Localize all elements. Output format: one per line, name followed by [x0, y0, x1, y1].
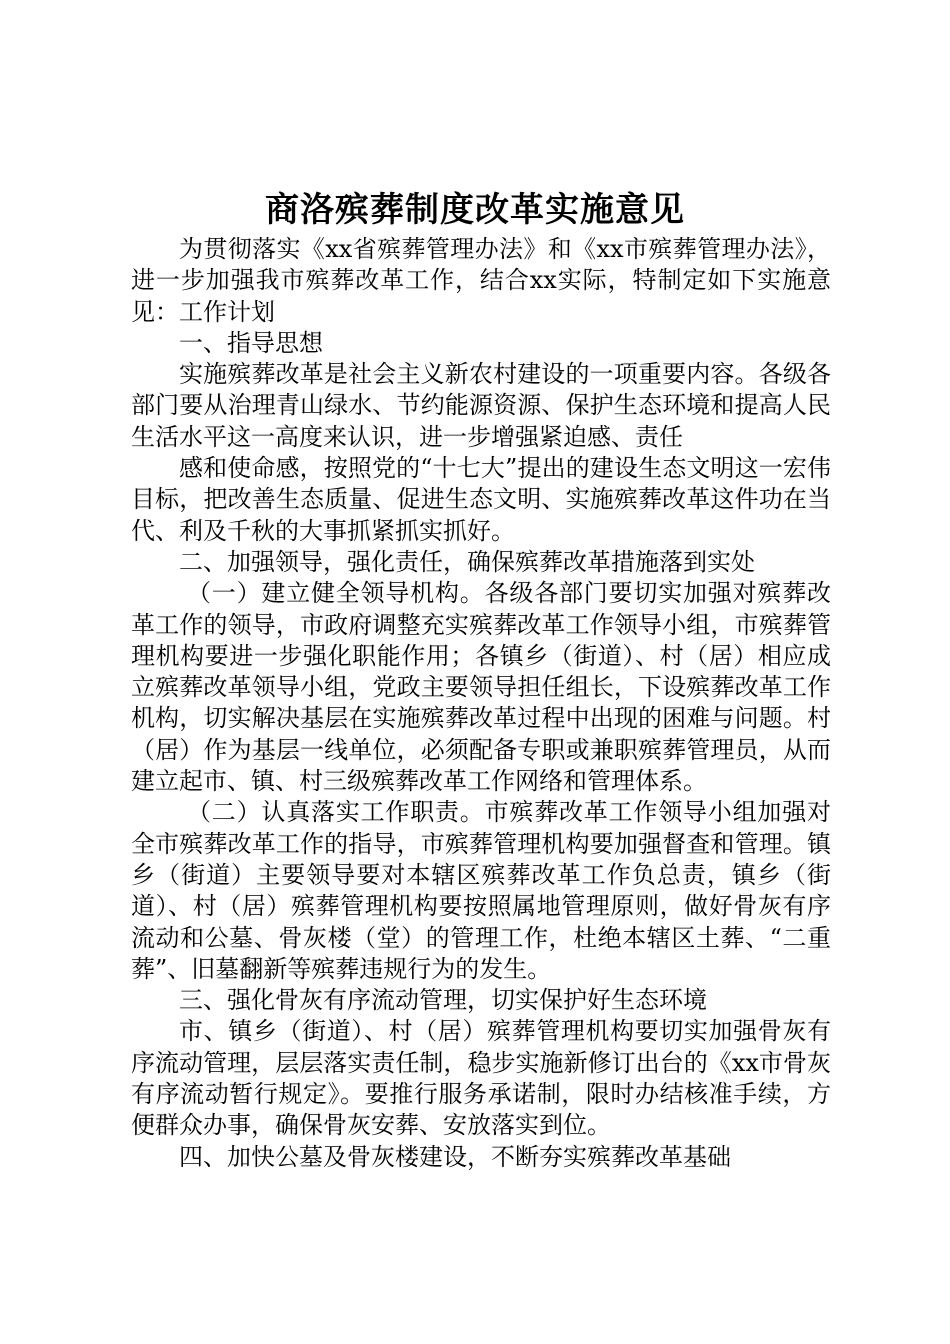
paragraph-guiding-idea: 实施殡葬改革是社会主义新农村建设的一项重要内容。各级各部门要从治理青山绿水、节约能源资源、保护生态环境和提高人民生活水平这一高度来认识，进一步增强紧迫感、责任: [131, 360, 831, 451]
paragraph-leadership-1: （一）建立健全领导机构。各级各部门要切实加强对殡葬改革工作的领导，市政府调整充实殡葬改革工作领导小组，市殡葬管理机构要进一步强化职能作用；各镇乡（街道）、村（居）相应成立殡葬改革领导小组，党政主要领导担任组长，下设殡葬改革工作机构，切实解决基层在实施殡葬改革过程中出现的困难与问题。村（居）作为基层一线单位，必须配备专职或兼职殡葬管理员，从而建立起市、镇、村三级殡葬改革工作网络和管理体系。: [131, 579, 831, 796]
paragraph-leadership-2: （二）认真落实工作职责。市殡葬改革工作领导小组加强对全市殡葬改革工作的指导，市殡葬管理机构要加强督查和管理。镇乡（街道）主要领导要对本辖区殡葬改革工作负总责，镇乡（街道）、村（居）殡葬管理机构要按照属地管理原则，做好骨灰有序流动和公墓、骨灰楼（堂）的管理工作，杜绝本辖区土葬、“二重葬”、旧墓翻新等殡葬违规行为的发生。: [131, 798, 831, 983]
section-heading-1: 一、指导思想: [179, 328, 323, 357]
section-heading-4: 四、加快公墓及骨灰楼建设，不断夯实殡葬改革基础: [179, 1142, 731, 1171]
paragraph-ash-flow: 市、镇乡（街道）、村（居）殡葬管理机构要切实加强骨灰有序流动管理，层层落实责任制，稳步实施新修订出台的《xx市骨灰有序流动暂行规定》。要推行服务承诺制，限时办结核准手续，方便群众办事，确保骨灰安葬、安放落实到位。: [131, 1017, 831, 1140]
paragraph-guiding-idea-cont: 感和使命感，按照党的“十七大”提出的建设生态文明这一宏伟目标，把改善生态质量、促进生态文明、实施殡葬改革这件功在当代、利及千秋的大事抓紧抓实抓好。: [131, 454, 831, 545]
document-title: 商洛殡葬制度改革实施意见: [265, 190, 685, 230]
paragraph-intro: 为贯彻落实《xx省殡葬管理办法》和《xx市殡葬管理办法》，进一步加强我市殡葬改革工作，结合xx实际，特制定如下实施意见：工作计划: [131, 235, 831, 326]
section-heading-3: 三、强化骨灰有序流动管理，切实保护好生态环境: [179, 986, 707, 1015]
document-body: [131, 234, 831, 1173]
section-heading-2: 二、加强领导，强化责任，确保殡葬改革措施落到实处: [179, 547, 755, 576]
